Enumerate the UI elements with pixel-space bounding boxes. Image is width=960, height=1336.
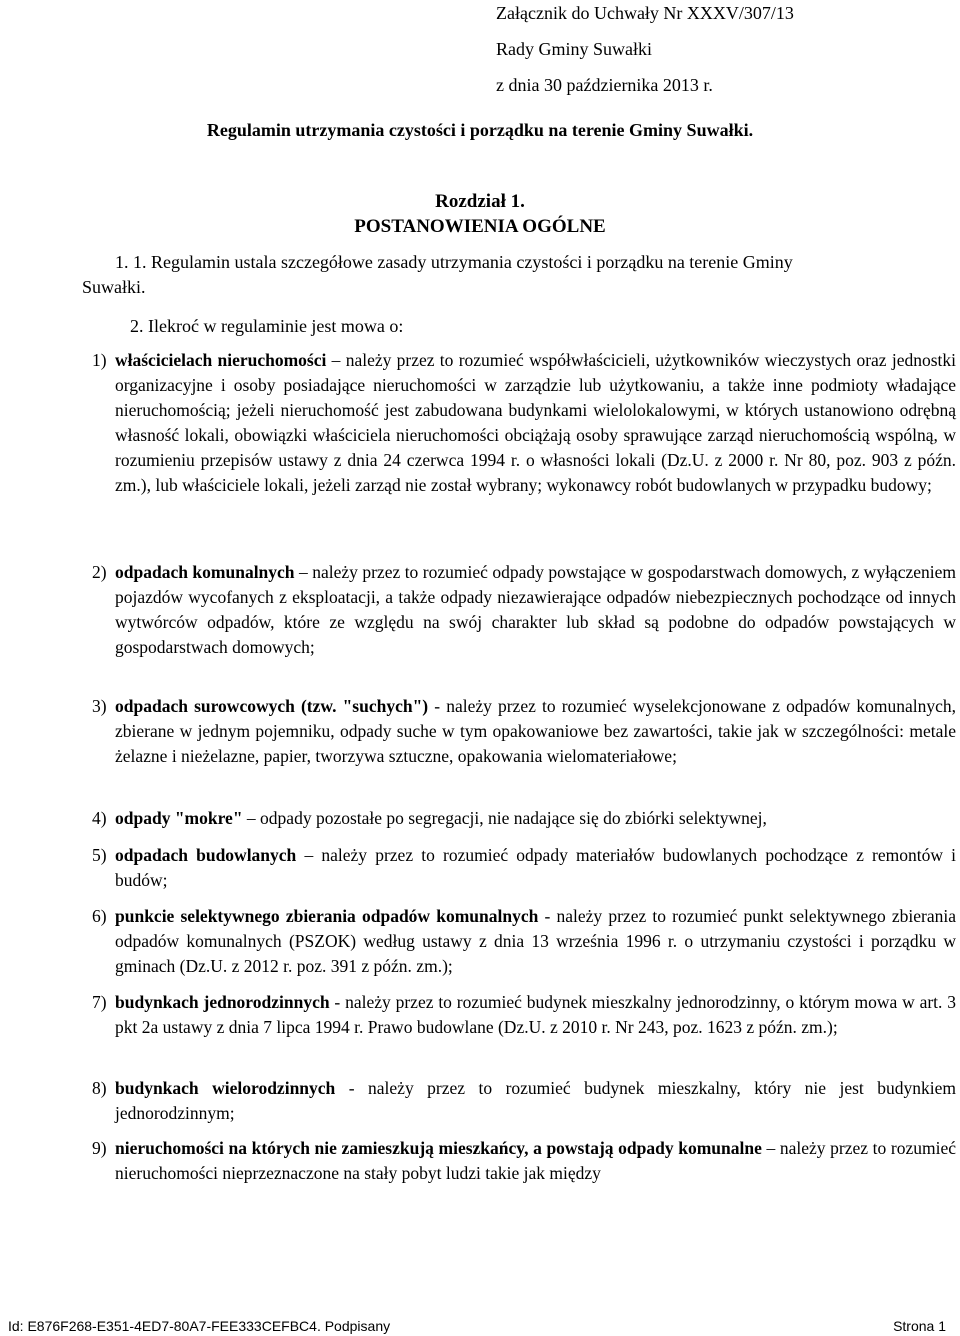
item-number: 1): [92, 350, 107, 370]
footer-page-number: Strona 1: [893, 1318, 946, 1334]
definition-term: nieruchomości na których nie zamieszkują mieszkańcy, a powstają odpady komunalne: [115, 1138, 762, 1158]
definition-term: odpadach surowcowych (tzw. "suchych"): [115, 696, 429, 716]
definition-item: [92, 843, 956, 893]
definition-text: – należy przez to rozumieć odpady materiałów budowlanych pochodzące z remontów i budów;: [115, 845, 956, 890]
item-number: 4): [92, 808, 107, 828]
definition-text: - należy przez to rozumieć budynek mieszkalny, który nie jest budynkiem jednorodzinnym;: [115, 1078, 956, 1123]
definition-text: – należy przez to rozumieć odpady powstające w gospodarstwach domowych, z wyłączeniem pojazdów wycofanych z eksploatacji, a także odpady niezawierające odpadów niebezpiecznych pochodzące od innych wytwórców odpadów, które ze względu na swój charakter lub skład są podobne do odpadów powstających w gospodarstwach domowych;: [115, 562, 956, 657]
definition-item: [92, 990, 956, 1040]
definition-term: odpadach budowlanych: [115, 845, 297, 865]
definition-item: [92, 806, 956, 831]
definition-item: [92, 1076, 956, 1126]
definition-term: odpadach komunalnych: [115, 562, 295, 582]
section-1-line-1: 1. 1. Regulamin ustala szczegółowe zasady utrzymania czystości i porządku na terenie Gminy: [115, 252, 793, 272]
footer-document-id: Id: E876F268-E351-4ED7-80A7-FEE333CEFBC4. Podpisany: [8, 1318, 391, 1334]
item-number: 6): [92, 906, 107, 926]
definition-item: [92, 694, 956, 769]
header-line-1: Załącznik do Uchwały Nr XXXV/307/13: [496, 3, 794, 23]
definition-text: – należy przez to rozumieć współwłaścicieli, użytkowników wieczystych oraz jednostki organizacyjne i osoby posiadające nieruchomości w zarządzie lub użytkowaniu, a także inne podmioty władające nieruchomością; jeżeli nieruchomość jest zabudowana budynkami wielolokalowymi, w których ustanowiono odrębną własność lokali, obowiązki właściciela nieruchomości obciążają osoby sprawujące zarząd nieruchomością wspólną, w rozumieniu przepisów ustawy z dnia 24 czerwca 1994 r. o własności lokali (Dz.U. z 2000 r. Nr 80, poz. 903 z późn. zm.), lub właściciele lokali, jeżeli zarząd nie został wybrany; wykonawcy robót budowlanych w przypadku budowy;: [115, 350, 957, 495]
definition-text: - należy przez to rozumieć punkt selektywnego zbierania odpadów komunalnych (PSZOK) według ustawy z dnia 13 września 1996 r. o utrzymaniu czystości i porządku w gminach (Dz.U. z 2012 r. poz. 391 z późn. zm.);: [115, 906, 956, 976]
definition-text: – należy przez to rozumieć nieruchomości nieprzeznaczone na stały pobyt ludzi takie jak między: [115, 1138, 957, 1183]
definition-text: - należy przez to rozumieć budynek mieszkalny jednorodzinny, o którym mowa w art. 3 pkt 2a ustawy z dnia 7 lipca 1994 r. Prawo budowlane (Dz.U. z 2010 r. Nr 243, poz. 1623 z późn. zm.);: [115, 992, 956, 1037]
definition-text: - należy przez to rozumieć wyselekcjonowane z odpadów komunalnych, zbierane w jednym pojemniku, odpady suche w tym opakowaniowe bez zawartości, takie jak w szczególności: metale żelazne i nieżelazne, papier, tworzywa sztuczne, opakowania wielomateriałowe;: [115, 696, 956, 766]
definition-text: – odpady pozostałe po segregacji, nie nadające się do zbiórki selektywnej,: [242, 808, 767, 828]
chapter-number: Rozdział 1.: [435, 191, 525, 212]
definition-item: [92, 1136, 957, 1186]
definition-term: budynkach wielorodzinnych: [115, 1078, 336, 1098]
header-line-3: z dnia 30 października 2013 r.: [496, 75, 713, 95]
definition-item: [92, 560, 956, 660]
item-number: 7): [92, 992, 107, 1012]
document-title: Regulamin utrzymania czystości i porządku na terenie Gminy Suwałki.: [206, 120, 754, 140]
item-number: 3): [92, 696, 107, 716]
header-line-2: Rady Gminy Suwałki: [496, 39, 652, 59]
definition-term: odpady "mokre": [115, 808, 243, 828]
definition-term: punkcie selektywnego zbierania odpadów komunalnych: [115, 906, 539, 926]
item-number: 8): [92, 1078, 107, 1098]
definition-term: właścicielach nieruchomości: [115, 350, 327, 370]
section-2-intro: 2. Ilekroć w regulaminie jest mowa o:: [130, 316, 404, 336]
item-number: 5): [92, 845, 107, 865]
definition-item: [92, 348, 957, 498]
definition-term: budynkach jednorodzinnych: [115, 992, 330, 1012]
definition-item: [92, 904, 956, 979]
section-1-line-2: Suwałki.: [82, 277, 146, 297]
item-number: 9): [92, 1138, 107, 1158]
chapter-name: POSTANOWIENIA OGÓLNE: [354, 216, 606, 237]
item-number: 2): [92, 562, 107, 582]
